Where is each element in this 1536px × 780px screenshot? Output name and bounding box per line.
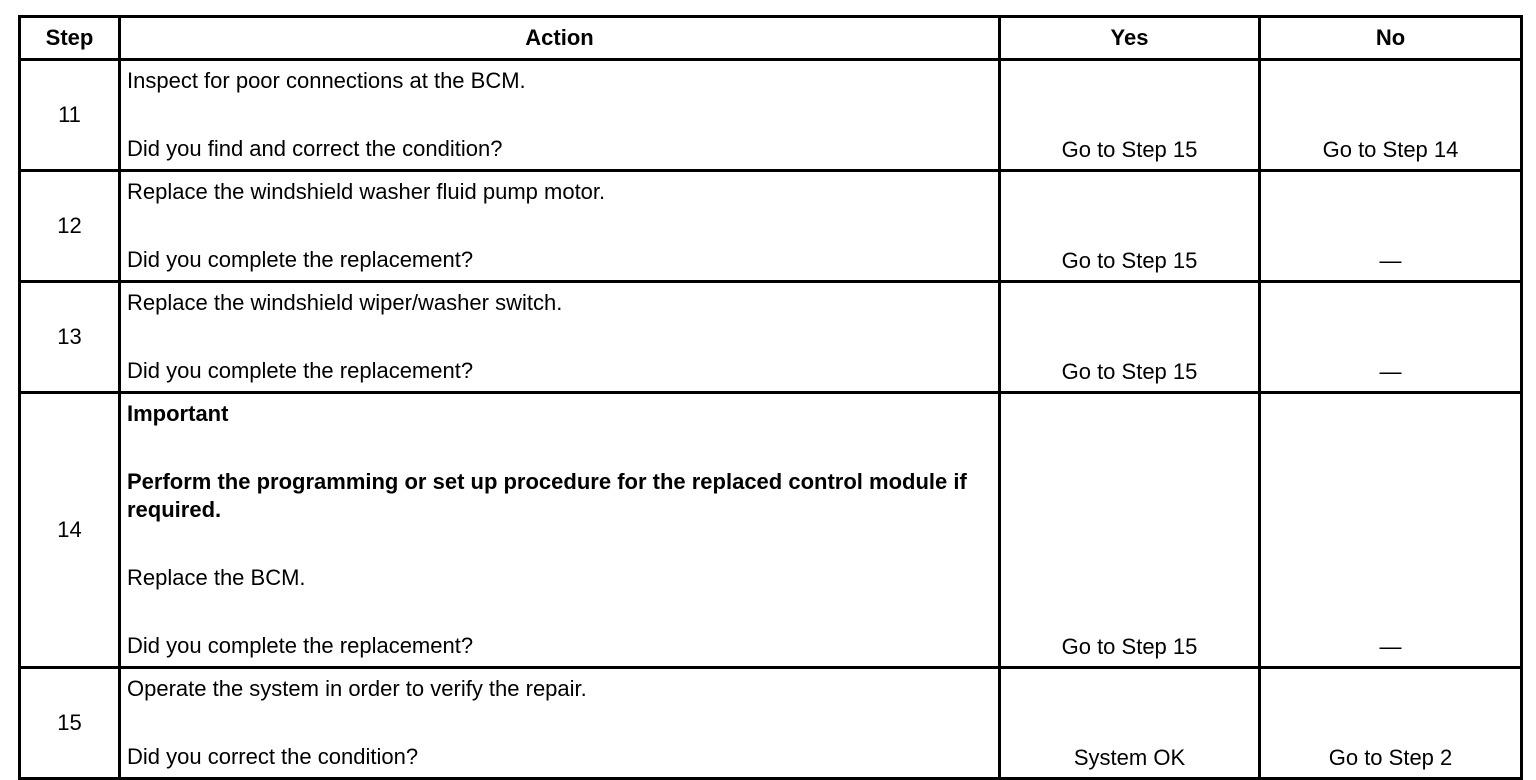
table-row	[20, 668, 1522, 779]
step-number: 15	[20, 668, 120, 779]
diagnostic-table	[18, 15, 1523, 780]
header-no: No	[1260, 17, 1522, 60]
action-cell	[120, 60, 1000, 171]
table-row	[20, 60, 1522, 171]
action-cell	[120, 171, 1000, 282]
yes-cell: Go to Step 15	[1000, 60, 1260, 171]
no-cell: —	[1260, 171, 1522, 282]
yes-cell: System OK	[1000, 668, 1260, 779]
table-row	[20, 171, 1522, 282]
header-yes: Yes	[1000, 17, 1260, 60]
action-instruction: Replace the windshield wiper/washer switch.	[127, 290, 563, 315]
important-title: Important	[127, 401, 229, 426]
action-question: Did you complete the replacement?	[127, 633, 474, 658]
step-number: 13	[20, 282, 120, 393]
action-instruction: Inspect for poor connections at the BCM.	[127, 68, 526, 93]
header-step: Step	[20, 17, 120, 60]
action-cell	[120, 282, 1000, 393]
header-action: Action	[120, 17, 1000, 60]
action-question: Did you correct the condition?	[127, 744, 419, 769]
table-row	[20, 282, 1522, 393]
no-cell: —	[1260, 393, 1522, 668]
action-cell	[120, 668, 1000, 779]
action-instruction: Operate the system in order to verify the repair.	[127, 676, 587, 701]
yes-cell: Go to Step 15	[1000, 171, 1260, 282]
table-row	[20, 393, 1522, 668]
yes-cell: Go to Step 15	[1000, 282, 1260, 393]
action-instruction: Replace the BCM.	[127, 565, 306, 590]
step-number: 12	[20, 171, 120, 282]
action-instruction: Replace the windshield washer fluid pump motor.	[127, 179, 606, 204]
action-question: Did you complete the replacement?	[127, 358, 474, 383]
action-question: Did you find and correct the condition?	[127, 136, 503, 161]
step-number: 11	[20, 60, 120, 171]
action-question: Did you complete the replacement?	[127, 247, 474, 272]
no-cell: —	[1260, 282, 1522, 393]
no-cell: Go to Step 2	[1260, 668, 1522, 779]
action-cell	[120, 393, 1000, 668]
no-cell: Go to Step 14	[1260, 60, 1522, 171]
step-number: 14	[20, 393, 120, 668]
important-text: Perform the programming or set up procedure for the replaced control module if required.	[127, 469, 967, 522]
yes-cell: Go to Step 15	[1000, 393, 1260, 668]
header-row	[20, 17, 1522, 60]
